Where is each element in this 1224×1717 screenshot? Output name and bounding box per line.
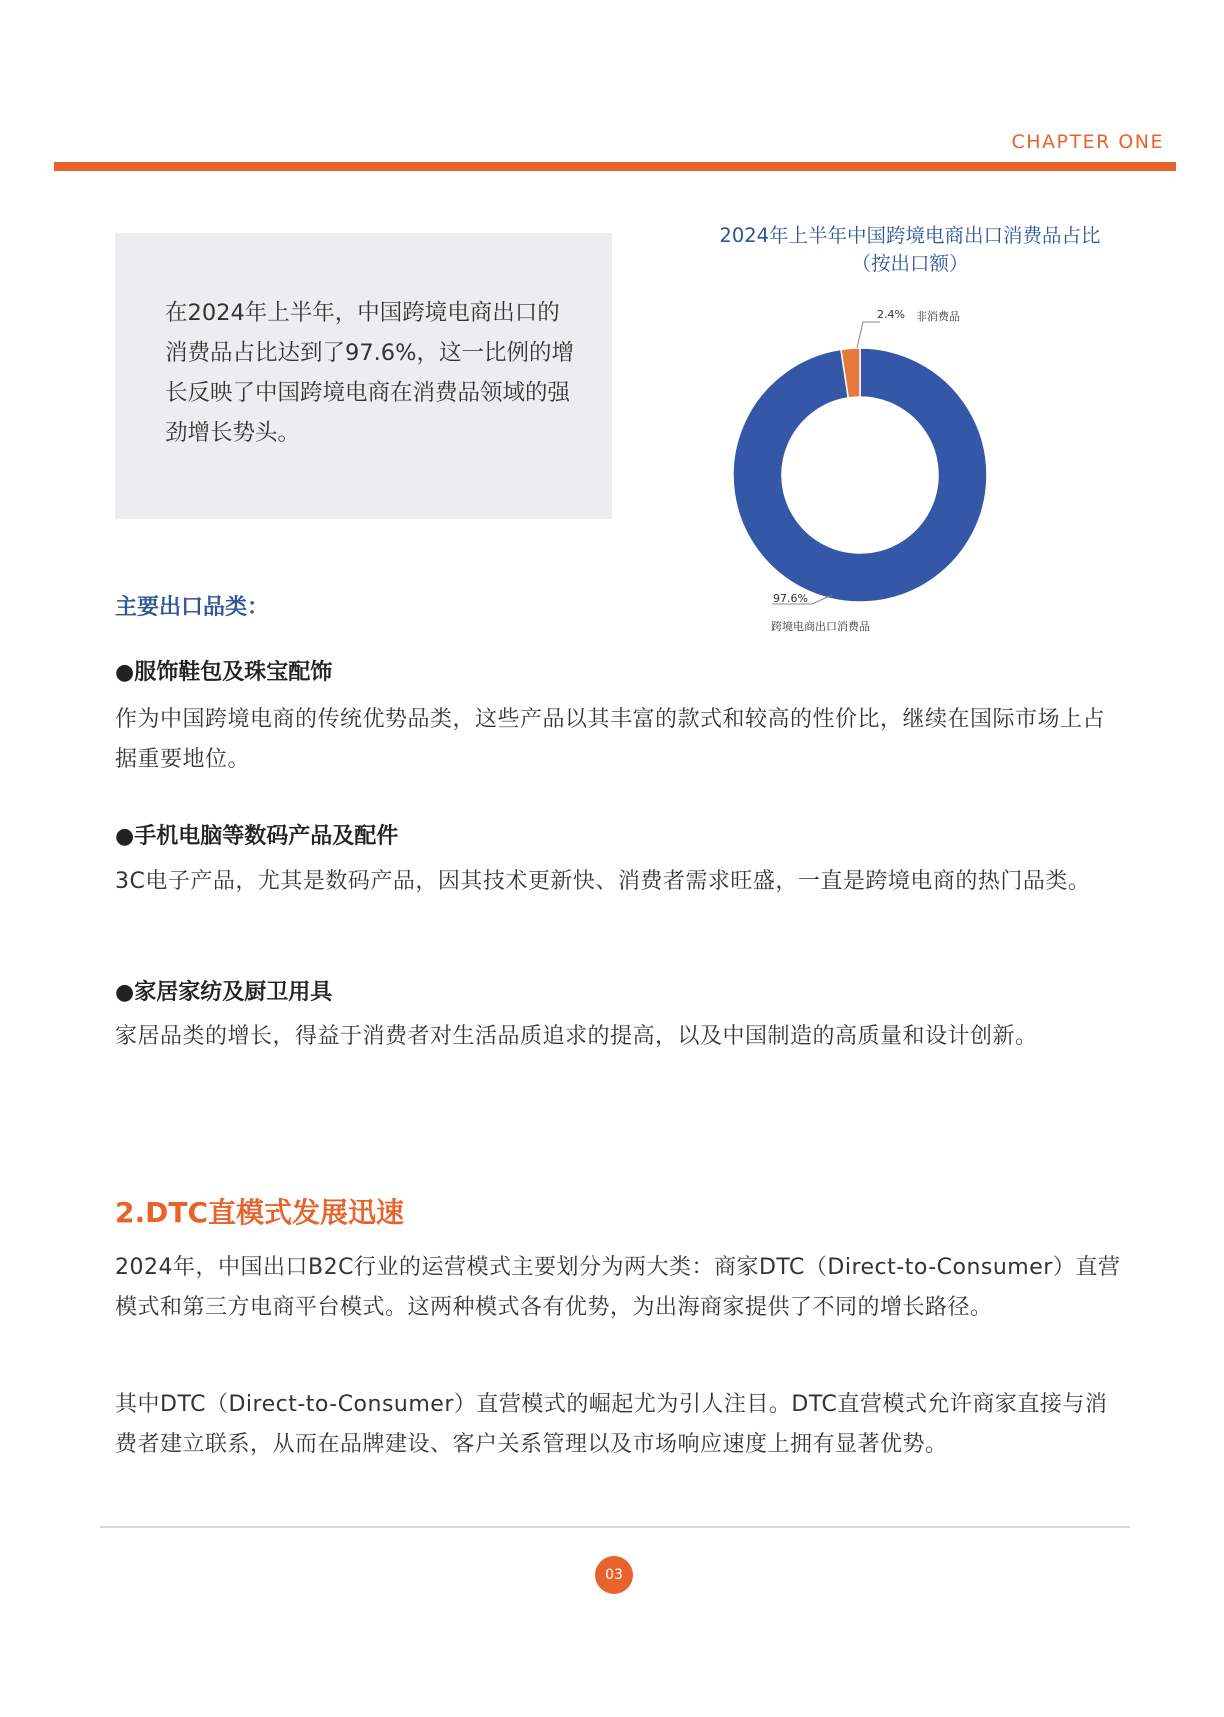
category-desc-digital: 3C电子产品，尤其是数码产品，因其技术更新快、消费者需求旺盛，一直是跨境电商的热门品类。 (115, 869, 1091, 894)
label-non-consumer-name: 非消费品 (916, 310, 960, 323)
header-divider (54, 162, 1176, 171)
category-title-apparel: ●服饰鞋包及珠宝配饰 (115, 660, 333, 685)
donut-chart (700, 300, 1020, 645)
dtc-paragraph-1: 2024年，中国出口B2C行业的运营模式主要划分为两大类：商家DTC（Direct-to-Consumer）直营模式和第三方电商平台模式。这两种模式各有优势，为出海商家提供了不同的增长路径。 (115, 1255, 1121, 1320)
category-desc-apparel: 作为中国跨境电商的传统优势品类，这些产品以其丰富的款式和较高的性价比，继续在国际市场上占据重要地位。 (115, 707, 1106, 772)
leader-line-non-consumer (857, 322, 880, 348)
page-number: 03 (595, 1556, 633, 1594)
category-title-home: ●家居家纺及厨卫用具 (115, 980, 333, 1005)
dtc-section-title: 2.DTC直模式发展迅速 (115, 1196, 405, 1229)
main-categories-heading: 主要出口品类： (115, 595, 270, 620)
label-non-consumer-value: 2.4% (877, 308, 905, 321)
chart-title-main: 2024年上半年中国跨境电商出口消费品占比 (719, 224, 1101, 247)
chapter-label: CHAPTER ONE (1011, 131, 1164, 153)
category-title-digital: ●手机电脑等数码产品及配件 (115, 824, 399, 849)
summary-text: 在2024年上半年，中国跨境电商出口的消费品占比达到了97.6%，这一比例的增长反映了中国跨境电商在消费品领域的强劲增长势头。 (165, 300, 574, 446)
label-consumer-value: 97.6% (773, 592, 808, 605)
chart-title (690, 222, 1130, 278)
label-consumer-name: 跨境电商出口消费品 (771, 620, 870, 633)
category-desc-home: 家居品类的增长，得益于消费者对生活品质追求的提高，以及中国制造的高质量和设计创新。 (115, 1024, 1038, 1049)
footer-divider (100, 1526, 1130, 1528)
dtc-paragraph-2: 其中DTC（Direct-to-Consumer）直营模式的崛起尤为引人注目。DTC直营模式允许商家直接与消费者建立联系，从而在品牌建设、客户关系管理以及市场响应速度上拥有显著优势。 (115, 1392, 1108, 1457)
summary-box (115, 233, 612, 519)
chart-subtitle: （按出口额） (851, 252, 969, 275)
